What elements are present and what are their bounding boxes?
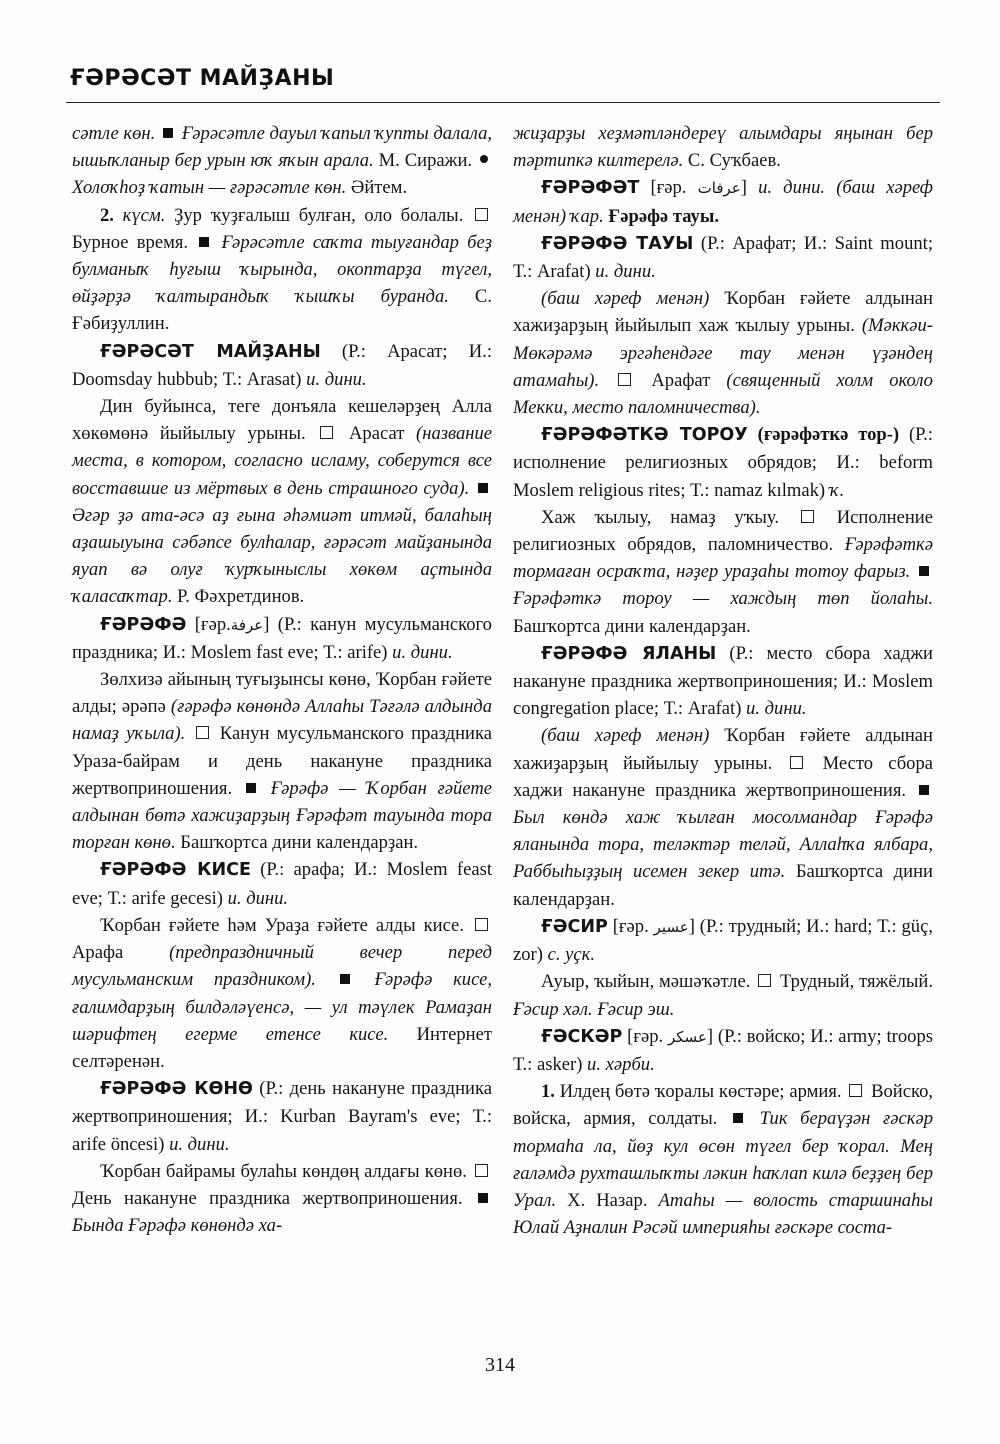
- sense-paragraph: 1. Илдең бөтә ҡоралы көстәре; армия. Войско, войска, армия, солдаты. Тик бераүҙән ғәскәр тормаһа ла, йөҙ кул өсөн түгел бер ҡорал. Мең ғаләмдә рухташлыҡты ләкин һаҡлап килә беҙҙең бер Урал. Х. Назар. Атаһы — волость старшинаһы Юлай Аҙналин Рәсәй империяһы ғәскәре соста-: [513, 1081, 934, 1239]
- entry-definition: Ҡорбан ғәйете һәм Ураҙа ғәйете алды кисе. Арафа (предпраздничный вечер перед мусульманским праздником). Ғәрәфә кисе, ғалимдарҙың билдәләүенсә, — ул тәүлек Рамаҙан шәрифтең егерме етенсе кисе. Интернет селтәренән.: [72, 914, 492, 1072]
- open-square-icon: [320, 426, 333, 439]
- left-column: [72, 120, 492, 1239]
- dictionary-entry: ҒӘСИР [ғәр. عسير] (Р.: трудный; И.: hard; Т.: güç, zor) с. уҫк.: [513, 915, 933, 966]
- black-square-icon: [919, 785, 929, 795]
- arabic-etymon: عسكر: [668, 1027, 707, 1046]
- entry-continuation: сәтле көн. Ғәрәсәтле дауыл ҡапыл ҡупты далала, ышыҡланыр бер урын юҡ яҡын арала. М. Сиражи. Холоҡһоҙ ҡатын — ғәрәсәтле көн. Әйтем.: [72, 123, 493, 199]
- dictionary-entry: ҒӘРӘФӘ ЯЛАНЫ (Р.: место сбора хаджи накануне праздника жертвоприношения; И.: Moslem congregation place; Т.: Arafat) и. дини.: [513, 642, 933, 720]
- running-head: ҒӘРӘСӘТ МАЙҘАНЫ: [70, 66, 335, 91]
- entry-definition: Зөлхизә айының туғыҙынсы көнө, Ҡорбан ғәйете алды; әрәпә (ғәрәфә көнөндә Аллаһы Тәғәлә алдында намаҙ уҡыла). Канун мусульманского праздника Ураза-байрам и день накануне праздника жертвоприношения. Ғәрәфә — Ҡорбан ғәйете алдынан бөтә хажиҙарҙың Ғәрәфәт тауында тора торған көнө. Башҡортса дини календарҙан.: [72, 669, 493, 854]
- entry-headword: ҒӘРӘФӘ КИСЕ: [100, 860, 251, 881]
- entry-headword: ҒӘРӘФӘТ: [541, 178, 640, 199]
- entry-definition: Хаж ҡылыу, намаҙ уҡыу. Исполнение религиозных обрядов, паломничество. Ғәрәфәткә тормаған осраҡта, нәҙер ураҙаһы тотоу фарыз. Ғәрәфәткә тороу — хаждың төп йолаһы. Башҡортса дини календарҙан.: [513, 506, 934, 637]
- dictionary-entry: ҒӘСКӘР [ғәр. عسكر] (Р.: войско; И.: army; troops Т.: asker) и. хәрби.: [513, 1025, 933, 1075]
- entry-headword: ҒӘРӘФӘТКӘ ТОРОУ: [541, 425, 748, 446]
- black-square-icon: [733, 1113, 743, 1123]
- entry-headword: ҒӘРӘФӘ ТАУЫ: [541, 233, 694, 254]
- entry-definition: (баш хәреф менән) Ҡорбан ғәйете алдынан хажиҙарҙың йыйылып хаж ҡылыу урыны. (Мәккәи-Мөкәрәмә эргәһендәге тау менән үҙәндең атамаһы). Арафат (священный холм около Мекки, место паломничества).: [513, 288, 933, 419]
- black-square-icon: [478, 483, 488, 493]
- entry-definition: Дин буйынса, теге донъяла кешеләрҙең Алла хөкөмөнә йыйылыу урыны. Арасат (название места, в котором, согласно исламу, соберутся все восставшие из мёртвых в день страшного суда). Әгәр ҙә ата-әсә аҙ ғына әһәмиәт итмәй, балаһың аҙашыуына сәбәпсе булһалар, ғәрәсәт майҙанында яуап вә олуғ ҡурҡыныслы хөкөм аҫтында ҡаласаҡтар. Р. Фәхретдинов.: [72, 396, 493, 608]
- arabic-etymon: عسير: [653, 917, 689, 936]
- open-square-icon: [849, 1084, 862, 1097]
- entry-definition: Ауыр, ҡыйын, мәшәҡәтле. Трудный, тяжёлый. Ғәсир хәл. Ғәсир эш.: [513, 971, 933, 1020]
- dictionary-entry: ҒӘРӘФӘ ТАУЫ (Р.: Арафат; И.: Saint mount; Т.: Arafat) и. дини.: [513, 232, 933, 283]
- page-number: 314: [485, 1354, 515, 1376]
- open-square-icon: [758, 974, 771, 987]
- arabic-etymon: عرفة: [230, 615, 264, 634]
- header-rule: [66, 102, 940, 103]
- black-square-icon: [919, 566, 929, 576]
- black-square-icon: [246, 783, 256, 793]
- entry-headword: ҒӘРӘСӘТ МАЙҘАНЫ: [100, 341, 321, 362]
- entry-headword: ҒӘСИР: [541, 916, 608, 937]
- dictionary-entry: ҒӘРӘФӘ КИСЕ (Р.: арафа; И.: Moslem feast eve; Т.: arife gecesi) и. дини.: [72, 859, 492, 909]
- open-square-icon: [475, 208, 488, 221]
- dictionary-entry: ҒӘРӘФӘТ [ғәр. عرفات] и. дини. (баш хәреф менән) ҡар. Ғәрәфә тауы.: [513, 177, 933, 227]
- entry-definition: Ҡорбан байрамы булаһы көндөң алдағы көнө. День накануне праздника жертвоприношения. Бында Ғәрәфә көнөндә ха-: [72, 1158, 492, 1240]
- arabic-etymon: عرفات: [697, 179, 741, 198]
- entry-continuation: жиҙарҙы хеҙмәтләндереү алымдары яңынан бер тәртипкә килтерелә. С. Суҡбаев.: [513, 123, 933, 172]
- dictionary-entry: ҒӘРӘСӘТ МАЙҘАНЫ (Р.: Арасат; И.: Doomsday hubbub; Т.: Arasat) и. дини.: [72, 340, 492, 390]
- open-square-icon: [801, 510, 814, 523]
- black-square-icon: [340, 974, 350, 984]
- black-square-icon: [199, 237, 209, 247]
- open-square-icon: [196, 726, 209, 739]
- entry-headword: ҒӘРӘФӘ КӨНӨ: [100, 1079, 253, 1100]
- sense-paragraph: 2. күсм. Ҙур ҡуҙғалыш булған, оло болалы. Бурное время. Ғәрәсәтле саҡта тыуғандар беҙ булманыҡ һуғыш ҡырында, окоптарҙа түгел, өйҙәрҙә ҡалтырандыҡ ҡышҡы буранда. С. Ғәбиҙуллин.: [72, 204, 492, 335]
- open-square-icon: [475, 1164, 488, 1177]
- right-column: [513, 120, 933, 1241]
- entry-definition: (баш хәреф менән) Ҡорбан ғәйете алдынан хажиҙарҙың йыйылыу урыны. Место сбора хаджи накануне праздника жертвоприношения. Был көндә хаж ҡылған мосолмандар Ғәрәфә яланында тора, теләктәр теләй, Аллаһҡа ялбара, Раббыһыҙҙың исемен зекер итә. Башҡортса дини календарҙан.: [513, 725, 933, 910]
- dictionary-entry: ҒӘРӘФӘ [ғәр.عرفة] (Р.: канун мусульманского праздника; И.: Moslem fast eve; Т.: arife) и. дини.: [72, 613, 492, 663]
- entry-headword: ҒӘРӘФӘ ЯЛАНЫ: [541, 643, 717, 664]
- open-square-icon: [790, 756, 803, 769]
- open-square-icon: [618, 373, 631, 386]
- entry-headword: ҒӘСКӘР: [541, 1026, 623, 1047]
- black-square-icon: [478, 1193, 488, 1203]
- dictionary-entry: ҒӘРӘФӘТКӘ ТОРОУ (ғәрәфәткә тор-) (Р.: исполнение религиозных обрядов; И.: beform Moslem religious rites; Т.: namaz kılmak) ҡ.: [513, 424, 933, 501]
- entry-headword: ҒӘРӘФӘ: [100, 614, 187, 635]
- open-square-icon: [475, 918, 488, 931]
- bullet-icon: [480, 155, 488, 163]
- dictionary-entry: ҒӘРӘФӘ КӨНӨ (Р.: день накануне праздника жертвоприношения; И.: Kurban Bayram's eve; Т.: arife öncesi) и. дини.: [72, 1078, 493, 1155]
- black-square-icon: [163, 128, 173, 138]
